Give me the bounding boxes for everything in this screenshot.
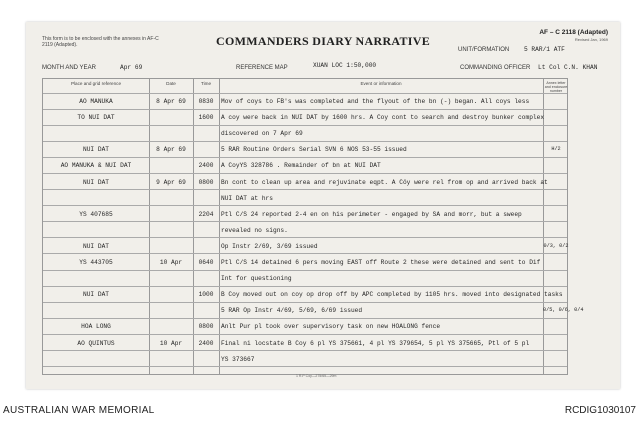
row-time: 2204 — [198, 210, 214, 218]
row-rule — [43, 286, 567, 287]
row-event: Final ni locstate B Coy 6 pl YS 375661, 4 pl YS 379654, 5 pl YS 375665, Ptl of 5 pl — [221, 339, 530, 347]
row-rule — [43, 253, 567, 254]
row-event: Ptl C/S 14 detained 6 pers moving EAST off Route 2 these were detained and sent to Dif — [221, 259, 541, 266]
table-row — [43, 353, 569, 366]
table-row — [43, 240, 569, 253]
row-rule — [43, 109, 567, 110]
row-place: AO QUINTUS — [77, 339, 115, 347]
row-annex: 0/3, 0/2 — [543, 242, 569, 249]
row-time: 2400 — [198, 339, 214, 347]
form-code: AF – C 2118 (Adapted) — [539, 29, 608, 36]
table-row — [43, 304, 584, 317]
cmd-officer-label: COMMANDING OFFICER — [460, 65, 531, 71]
col-header-time: Time — [200, 81, 212, 86]
row-event: 5 RAR Op Instr 4/69, 5/69, 6/69 issued — [221, 307, 363, 315]
table-row — [43, 337, 569, 350]
month-year-value: Apr 69 — [120, 64, 143, 71]
row-place: NUI DAT — [83, 291, 109, 299]
row-date: 8 Apr 69 — [156, 98, 186, 105]
row-event: discovered on 7 Apr 69 — [221, 130, 303, 138]
month-year-label: MONTH AND YEAR — [42, 65, 96, 71]
credit-left: AUSTRALIAN WAR MEMORIAL — [3, 405, 155, 416]
ref-map-value: XUAN LOC 1:50,000 — [313, 62, 377, 69]
row-rule — [43, 318, 567, 319]
row-time: 1600 — [198, 114, 214, 122]
row-time: 1000 — [198, 291, 214, 299]
printer-imprint: 1 R.P Coy—275/65—29m — [296, 374, 337, 378]
row-event: NUI DAT at hrs — [221, 194, 273, 202]
row-event: Op Instr 2/69, 3/69 issued — [221, 242, 318, 250]
row-event: Anlt Pur pl took over supervisory task on new HOALONG fence — [221, 323, 441, 331]
row-place: YS 443705 — [79, 259, 113, 266]
row-event: B Coy moved out on coy op drop off by APC completed by 1105 hrs. moved into designated tasks — [221, 291, 563, 299]
row-place: TO NUI DAT — [77, 114, 115, 122]
table-row — [43, 208, 569, 221]
row-time: 2400 — [198, 162, 214, 170]
diary-sheet — [26, 22, 620, 389]
row-rule — [43, 237, 567, 238]
row-event: 5 RAR Routine Orders Serial SVN 6 NOS 53-55 issued — [221, 146, 407, 154]
table-row — [43, 159, 569, 172]
table-row — [43, 224, 569, 237]
table-row — [43, 272, 569, 285]
ref-map-label: REFERENCE MAP — [236, 65, 288, 71]
credit-right: RCDIG1030107 — [564, 405, 636, 416]
header-rule — [43, 93, 567, 94]
row-rule — [43, 350, 567, 351]
row-annex: H/2 — [551, 146, 561, 153]
row-place: NUI DAT — [83, 242, 109, 250]
row-rule — [43, 157, 567, 158]
row-time: 0800 — [198, 323, 214, 331]
row-rule — [43, 173, 567, 174]
row-event: Bn cont to clean up area and rejuvinate eqpt. A Cöy were rel from op and arrived back at — [221, 178, 548, 186]
row-annex: 0/5, 0/6, 0/4 — [543, 307, 584, 314]
col-header-annex: Annex letter and enclosure number — [544, 81, 568, 94]
row-event: Int for questioning — [221, 275, 292, 283]
row-date: 10 Apr — [159, 339, 183, 347]
row-place: HOA LONG — [81, 323, 111, 331]
row-rule — [43, 205, 567, 206]
table-row — [43, 192, 569, 205]
row-event: A CoyYS 328786 . Remainder of bn at NUI DAT — [221, 162, 381, 170]
row-place: NUI DAT — [83, 178, 109, 186]
row-time: 0830 — [198, 98, 214, 105]
row-place: AO MANUKA & NUI DAT — [60, 162, 132, 170]
row-date: 9 Apr 69 — [156, 178, 186, 186]
cmd-officer-value: Lt Col C.N. KHAN — [538, 64, 598, 71]
table-row — [43, 256, 569, 269]
row-event: YS 373667 — [221, 355, 255, 363]
unit-label: UNIT/FORMATION — [458, 47, 510, 53]
row-event: Mov of coys to FB's was completed and the flyout of the bn (-) began. All coys less — [221, 98, 530, 105]
row-rule — [43, 366, 567, 367]
table-row — [43, 95, 569, 108]
row-place: NUI DAT — [83, 146, 109, 154]
row-rule — [43, 125, 567, 126]
page-title: COMMANDERS DIARY NARRATIVE — [216, 34, 431, 48]
table-row — [43, 127, 569, 140]
row-rule — [43, 270, 567, 271]
row-rule — [43, 334, 567, 335]
col-header-event: Event or information — [360, 81, 402, 86]
col-header-date: Date — [166, 81, 176, 86]
form-revised: Revised Jan, 1969 — [574, 37, 608, 42]
col-header-place: Place and grid reference — [70, 81, 122, 86]
row-rule — [43, 302, 567, 303]
table-row — [43, 176, 569, 189]
row-event: A coy were back in NUI DAT by 1600 hrs. A Coy cont to search and destroy bunker complex — [221, 114, 545, 122]
row-date: 8 Apr 69 — [156, 146, 186, 154]
row-rule — [43, 189, 567, 190]
table-row — [43, 288, 569, 301]
row-place: YS 407685 — [79, 210, 113, 218]
row-rule — [43, 221, 567, 222]
row-event: revealed no signs. — [221, 226, 288, 234]
form-note: This form is to be enclosed with the annexes in AF-C 2119 (Adapted). — [42, 36, 159, 48]
row-rule — [43, 141, 567, 142]
row-event: Ptl C/S 24 reported 2-4 en on his perimeter - engaged by SA and morr, but a sweep — [221, 210, 522, 218]
diary-table — [42, 78, 584, 375]
row-time: 0800 — [198, 178, 214, 186]
row-time: 0640 — [198, 259, 214, 266]
row-place: AO MANUKA — [79, 98, 113, 105]
table-row — [43, 111, 569, 124]
table-row — [43, 143, 569, 156]
table-row — [43, 320, 569, 333]
row-date: 10 Apr — [159, 259, 183, 266]
unit-value: 5 RAR/1 ATF — [524, 46, 565, 53]
